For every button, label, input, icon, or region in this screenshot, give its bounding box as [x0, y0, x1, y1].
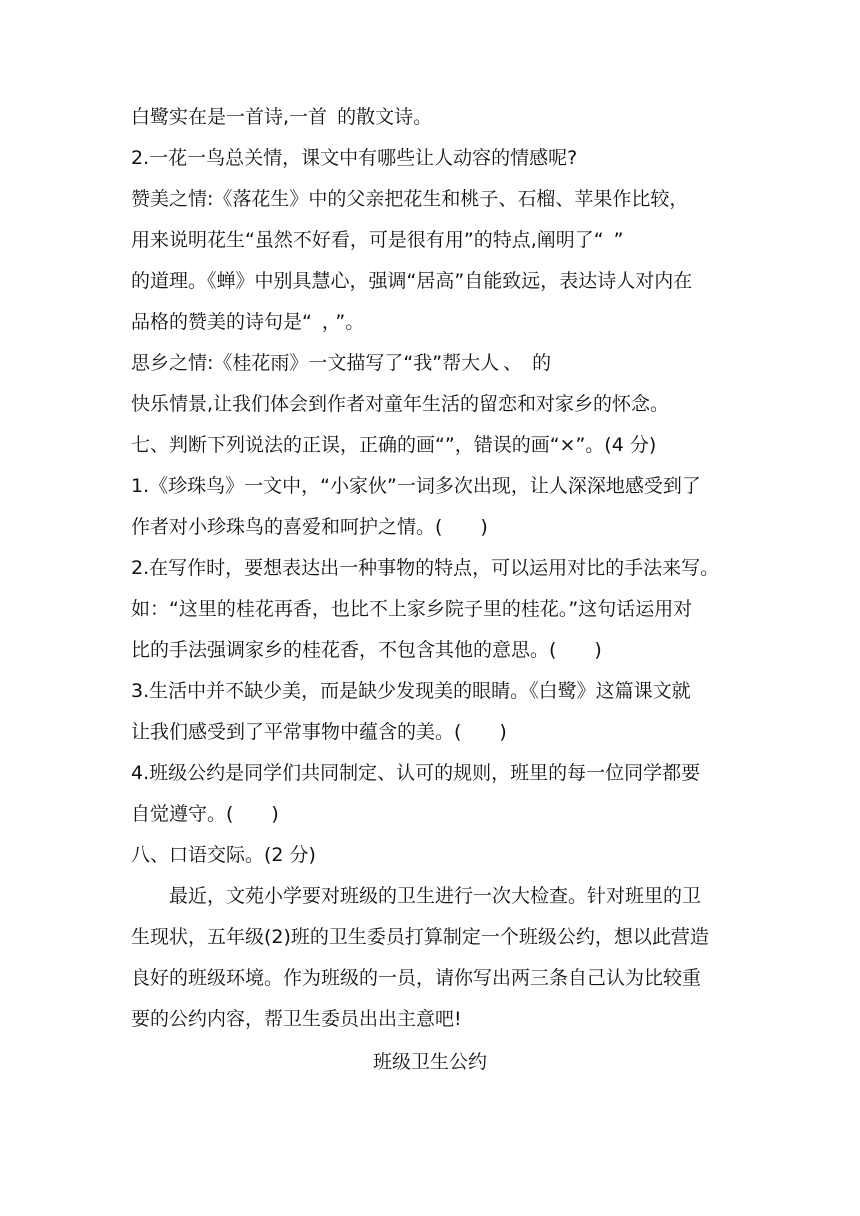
question-line: 4.班级公约是同学们共同制定、认可的规则，班里的每一位同学都要 [131, 762, 701, 784]
question-line: 2.在写作时，要想表达出一种事物的特点，可以运用对比的手法来写。 [131, 557, 720, 579]
text-line: 作者对小珍珠鸟的喜爱和呵护之情。( ) [131, 516, 488, 538]
text-line: 让我们感受到了平常事物中蕴含的美。( ) [131, 721, 507, 743]
text-line: 白鹭实在是一首诗,一首 的散文诗。 [131, 106, 433, 128]
text-line: 思乡之情:《桂花雨》一文描写了“我”帮大人 、 的 [131, 352, 552, 374]
text-line: 品格的赞美的诗句是“ ， ”。 [131, 311, 365, 333]
charter-title: 班级卫生公约 [372, 1051, 487, 1073]
question-line: 2.一花一鸟总关情，课文中有哪些让人动容的情感呢? [131, 147, 578, 169]
text-line: 用来说明花生“虽然不好看，可是很有用”的特点,阐明了“ ” [131, 229, 624, 251]
paragraph-line: 生现状，五年级(2)班的卫生委员打算制定一个班级公约，想以此营造 [131, 926, 709, 948]
text-line: 赞美之情:《落花生》中的父亲把花生和桃子、石榴、苹果作比较， [131, 188, 689, 210]
text-line: 的道理。《蝉》中别具慧心，强调“居高”自能致远，表达诗人对内在 [131, 270, 693, 292]
question-line: 3.生活中并不缺少美，而是缺少发现美的眼睛。《白鹭》这篇课文就 [131, 680, 691, 702]
text-line: 自觉遵守。( ) [131, 803, 279, 825]
text-line: 如：“这里的桂花再香，也比不上家乡院子里的桂花。”这句话运用对 [131, 598, 693, 620]
text-line: 快乐情景,让我们体会到作者对童年生活的留恋和对家乡的怀念。 [131, 393, 670, 415]
section-heading: 七、判断下列说法的正误，正确的画“”，错误的画“×”。(4 分) [131, 434, 657, 456]
question-line: 1.《珍珠鸟》一文中，“小家伙”一词多次出现，让人深深地感受到了 [131, 475, 701, 497]
paragraph-line: 良好的班级环境。作为班级的一员，请你写出两三条自己认为比较重 [131, 967, 702, 989]
text-line: 比的手法强调家乡的桂花香，不包含其他的意思。( ) [131, 639, 602, 661]
section-heading: 八、口语交际。(2 分) [131, 844, 316, 866]
paragraph-line: 最近，文苑小学要对班级的卫生进行一次大检查。针对班里的卫 [131, 885, 702, 907]
paragraph-line: 要的公约内容，帮卫生委员出出主意吧! [131, 1008, 462, 1030]
